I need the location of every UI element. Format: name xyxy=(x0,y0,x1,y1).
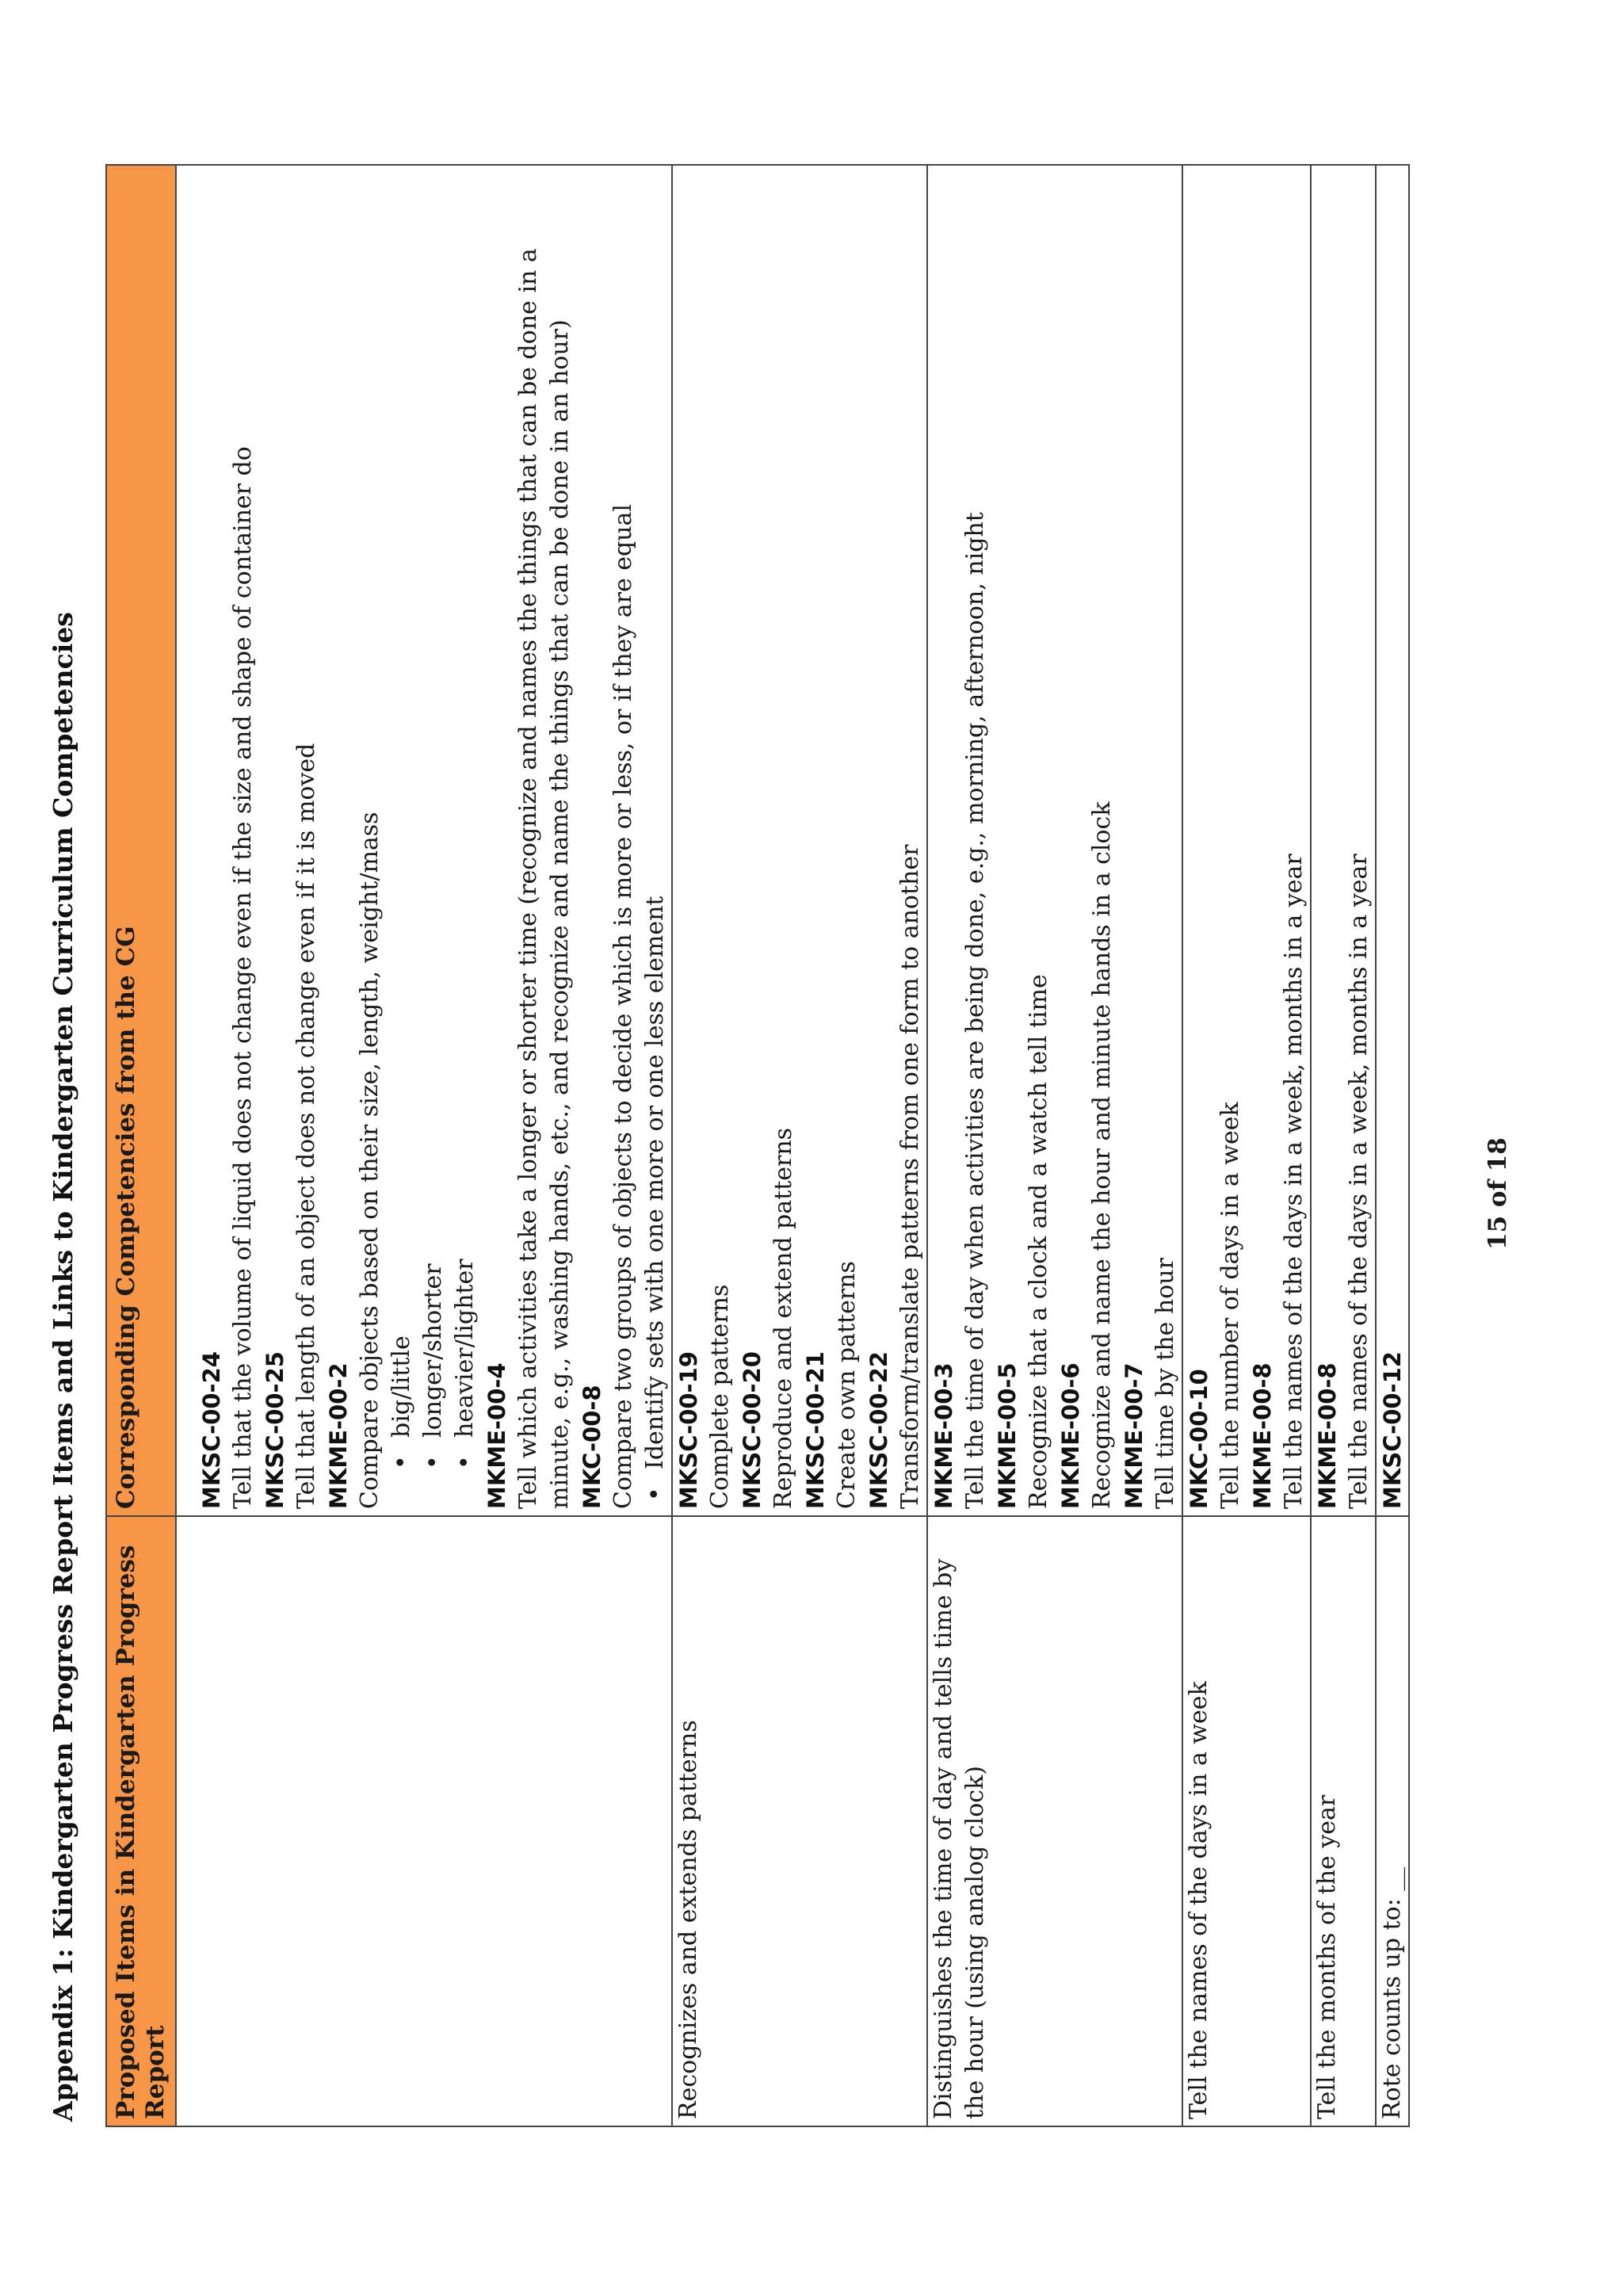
competency-text: Complete patterns xyxy=(706,1284,734,1509)
competency-code: MKME-00-8 xyxy=(1249,1362,1276,1509)
competency-text: Compare two groups of objects to decide which is more or less, or if they are equal xyxy=(609,503,637,1509)
page-number: 15 of 18 xyxy=(1484,1137,1512,1250)
table-row xyxy=(1182,165,1311,2126)
item-cell xyxy=(176,1516,672,2126)
competencies-cell xyxy=(1182,165,1311,1516)
bullet-item: • heavier/lighter xyxy=(449,172,481,1469)
competency-text: Tell that the volume of liquid does not change even if the size and shape of container do xyxy=(229,446,257,1509)
competency-code: MKC-00-8 xyxy=(579,1385,605,1509)
competencies-cell xyxy=(672,165,927,1516)
competency-code: MKSC-00-22 xyxy=(865,1351,892,1509)
bullet-list xyxy=(640,172,671,1509)
table-row xyxy=(1376,165,1409,2126)
competency-text: Tell the number of days in a week xyxy=(1216,1102,1244,1509)
item-cell: Rote counts up to: __ xyxy=(1376,1516,1409,2126)
competency-code: MKC-00-10 xyxy=(1186,1369,1212,1509)
competency-code: MKSC-00-20 xyxy=(739,1351,766,1509)
competencies-cell xyxy=(927,165,1182,1516)
competency-code: MKME-00-4 xyxy=(483,1362,510,1509)
competency-code: MKME-00-2 xyxy=(325,1362,352,1509)
document-title: Appendix 1: Kindergarten Progress Report Items and Links to Kindergarten Curriculum Competencies xyxy=(48,612,78,2122)
competencies-cell xyxy=(1311,165,1376,1516)
bullet-item: • longer/shorter xyxy=(418,172,449,1469)
competency-text: Tell time by the hour xyxy=(1151,1258,1179,1509)
item-cell: Distinguishes the time of day and tells time by the hour (using analog clock) xyxy=(927,1516,1182,2126)
bullet-item: • Identify sets with one more or one less element xyxy=(640,172,671,1501)
item-cell: Tell the months of the year xyxy=(1311,1516,1376,2126)
header-competencies: Corresponding Competencies from the CG xyxy=(106,165,176,1516)
competency-text: Transform/translate patterns from one form to another xyxy=(896,844,924,1509)
competency-text: Tell the names of the days in a week, months in a year xyxy=(1345,854,1373,1509)
competency-code: MKSC-00-25 xyxy=(262,1351,288,1509)
competency-code: MKSC-00-12 xyxy=(1379,1351,1406,1509)
competency-text: Reproduce and extend patterns xyxy=(769,1127,797,1509)
competency-text: Compare objects based on their size, length, weight/mass xyxy=(356,812,384,1509)
competency-text: Tell that length of an object does not change even if it is moved xyxy=(292,743,320,1509)
cell-spacer xyxy=(177,172,196,1509)
competency-code: MKSC-00-21 xyxy=(802,1351,829,1509)
competency-code: MKME-00-5 xyxy=(994,1362,1021,1509)
competency-code: MKME-00-8 xyxy=(1314,1362,1341,1509)
competency-text: Tell which activities take a longer or shorter time (recognize and names the things that can be done in a minute, e.g., washing hands, etc., and recognize and name the things that can be done in an hour) xyxy=(514,248,574,1509)
item-cell: Recognizes and extends patterns xyxy=(672,1516,927,2126)
header-proposed-items: Proposed Items in Kindergarten Progress Report xyxy=(106,1516,176,2126)
competency-code: MKME-00-7 xyxy=(1121,1362,1148,1509)
bullet-item: • big/little xyxy=(386,172,418,1469)
competency-code: MKSC-00-19 xyxy=(675,1351,702,1509)
table-row xyxy=(176,165,672,2126)
table-row xyxy=(1311,165,1376,2126)
competency-code: MKSC-00-24 xyxy=(198,1351,225,1509)
competencies-cell xyxy=(1376,165,1409,1516)
competency-text: Create own patterns xyxy=(833,1261,861,1509)
competency-text: Recognize and name the hour and minute hands in a clock xyxy=(1088,801,1116,1509)
competency-text: Recognize that a clock and a watch tell time xyxy=(1025,974,1052,1509)
competency-code: MKME-00-3 xyxy=(930,1362,957,1509)
table-header-row xyxy=(106,165,176,2126)
competency-table xyxy=(105,164,1410,2127)
competency-code: MKME-00-6 xyxy=(1057,1362,1084,1509)
bullet-list xyxy=(386,172,481,1509)
competency-text: Tell the names of the days in a week, months in a year xyxy=(1280,854,1308,1509)
item-cell: Tell the names of the days in a week xyxy=(1182,1516,1311,2126)
table-row xyxy=(927,165,1182,2126)
competencies-cell xyxy=(176,165,672,1516)
table-row xyxy=(672,165,927,2126)
competency-text: Tell the time of day when activities are being done, e.g., morning, afternoon, night xyxy=(961,512,989,1509)
